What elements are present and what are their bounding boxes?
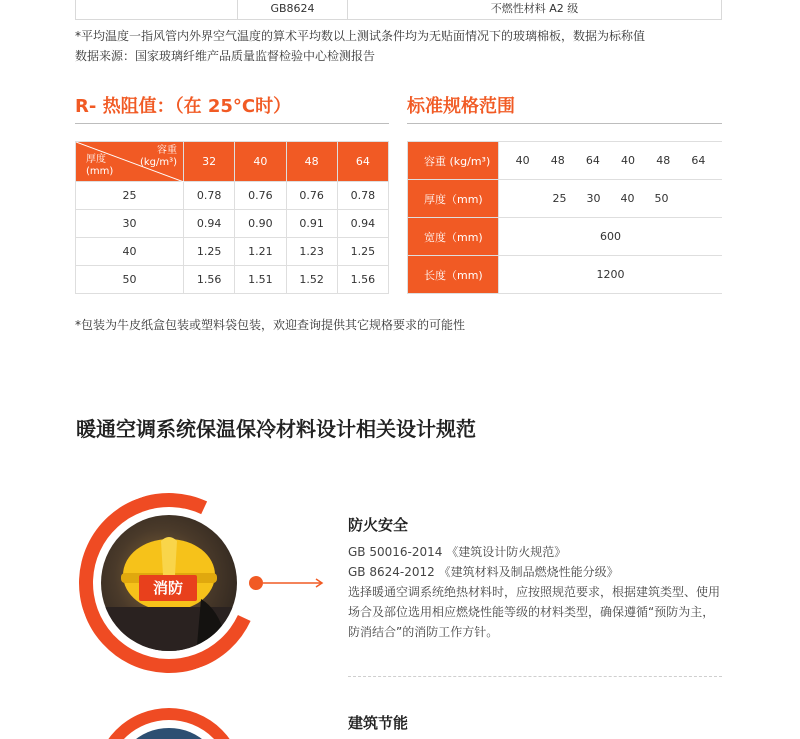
table-row xyxy=(76,266,389,294)
spec-range-table xyxy=(407,141,722,294)
r-value-cell: 1.23 xyxy=(286,238,337,266)
avg-temp-note: *平均温度一指风管内外界空气温度的算术平均数以上测试条件均为无贴面情况下的玻璃棉板，数据为标称值 xyxy=(75,29,646,43)
data-source-note: 数据来源：国家玻璃纤维产品质量监督检验中心检测报告 xyxy=(75,49,376,63)
r-value-cell: 0.76 xyxy=(235,182,286,210)
thickness-axis-label: 厚度 (mm) xyxy=(86,154,114,177)
thickness-cell: 30 xyxy=(76,210,184,238)
table-row xyxy=(76,238,389,266)
r-value-cell: 0.78 xyxy=(337,182,388,210)
fire-safety-image xyxy=(101,515,237,651)
table-row xyxy=(76,182,389,210)
spec-range-title: 标准规格范围 xyxy=(407,96,515,117)
density-axis-label: 容重 (kg/m³) xyxy=(139,145,177,168)
r-value-cell: 0.90 xyxy=(235,210,286,238)
r-value-cell: 1.25 xyxy=(184,238,235,266)
fire-rating-table-row xyxy=(75,0,722,20)
thickness-cell: 40 xyxy=(76,238,184,266)
density-header: 64 xyxy=(337,142,388,182)
length-value: 1200 xyxy=(499,256,723,294)
r-value-cell: 0.94 xyxy=(337,210,388,238)
density-header: 32 xyxy=(184,142,235,182)
fire-standard-2: GB 8624-2012 《建筑材料及制品燃烧性能分级》 xyxy=(348,565,619,579)
density-label: 容重 (kg/m³) xyxy=(408,142,499,180)
table-row xyxy=(408,180,723,218)
r-value-cell: 1.25 xyxy=(337,238,388,266)
table-row xyxy=(408,256,723,294)
r-value-cell: 0.94 xyxy=(184,210,235,238)
thickness-label: 厚度（mm) xyxy=(408,180,499,218)
standard-cell: GB8624 xyxy=(238,0,348,19)
r-value-table xyxy=(75,141,389,294)
r-value-cell: 1.51 xyxy=(235,266,286,294)
length-label: 长度（mm) xyxy=(408,256,499,294)
density-header: 48 xyxy=(286,142,337,182)
r-value-cell: 0.91 xyxy=(286,210,337,238)
arrow-right-icon xyxy=(263,578,325,588)
fire-description: 选择暖通空调系统绝热材料时，应按照规范要求，根据建筑类型、使用场合及部位选用相应燃烧性能等级的材料类型，确保遵循“预防为主，防消结合”的消防工作方针。 xyxy=(348,585,721,639)
section-divider xyxy=(348,676,722,677)
r-value-cell: 1.56 xyxy=(184,266,235,294)
divider xyxy=(407,123,722,124)
fire-standard-1: GB 50016-2014 《建筑设计防火规范》 xyxy=(348,545,567,559)
thickness-values: 25 30 40 50 xyxy=(499,180,723,218)
design-standards-heading: 暖通空调系统保温保冷材料设计相关设计规范 xyxy=(76,417,476,441)
divider xyxy=(75,123,389,124)
fire-safety-title: 防火安全 xyxy=(348,516,409,534)
fire-badge: 消防 xyxy=(139,575,197,601)
r-value-cell: 0.76 xyxy=(286,182,337,210)
rating-cell: 不燃性材料 A2 级 xyxy=(490,2,579,15)
density-values: 40 48 64 40 48 64 xyxy=(499,142,723,180)
r-value-cell: 0.78 xyxy=(184,182,235,210)
connector-dot xyxy=(249,576,263,590)
fire-safety-text xyxy=(348,542,726,642)
width-label: 宽度（mm) xyxy=(408,218,499,256)
table-cell-empty xyxy=(76,0,238,19)
table-row xyxy=(76,210,389,238)
corner-header xyxy=(76,142,184,182)
r-value-cell: 1.21 xyxy=(235,238,286,266)
table-row xyxy=(408,218,723,256)
table-row xyxy=(408,142,723,180)
r-value-title: R- 热阻值：（在 25°C时） xyxy=(75,96,292,117)
thickness-cell: 25 xyxy=(76,182,184,210)
energy-saving-title: 建筑节能 xyxy=(348,714,409,732)
width-value: 600 xyxy=(499,218,723,256)
r-value-cell: 1.52 xyxy=(286,266,337,294)
thickness-cell: 50 xyxy=(76,266,184,294)
r-value-cell: 1.56 xyxy=(337,266,388,294)
density-header: 40 xyxy=(235,142,286,182)
packing-note: *包装为牛皮纸盒包装或塑料袋包装，欢迎查询提供其它规格要求的可能性 xyxy=(75,318,466,332)
